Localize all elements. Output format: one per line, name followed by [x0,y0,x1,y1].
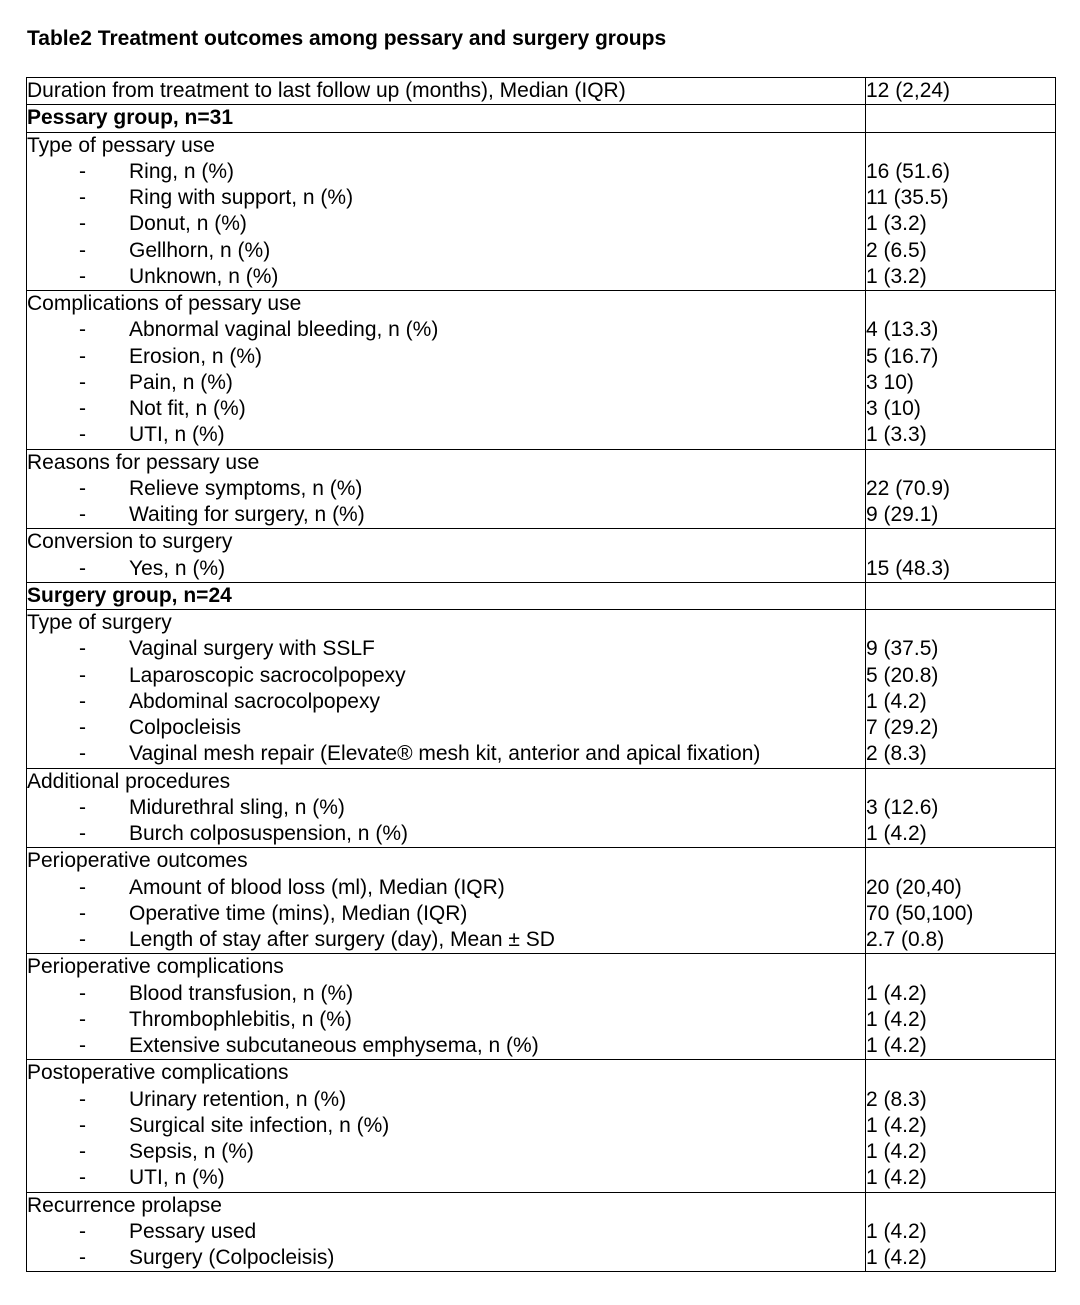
item-label: Laparoscopic sacrocolpopexy [129,663,406,687]
list-item [27,1219,865,1245]
bullet-dash: - [79,689,86,713]
item-value: 4 (13.3) [866,318,939,342]
table-row [27,132,1056,291]
section-header: Reasons for pessary use [27,450,260,474]
item-label: Length of stay after surgery (day), Mean ± SD [129,928,555,951]
item-label: Burch colposuspension, n (%) [129,822,408,845]
list-item [27,185,865,211]
list-item [27,370,865,396]
list-item [27,901,865,927]
list-item [27,502,865,528]
group-header: Surgery group, n=24 [27,583,232,607]
item-value: 9 (37.5) [866,637,939,661]
list-item [27,476,865,502]
list-item [27,636,865,662]
item-value: 2 (6.5) [866,238,927,262]
item-value: 1 (4.2) [866,1140,927,1163]
row-label-cell [27,610,866,769]
list-item [27,1033,865,1059]
group-header: Pessary group, n=31 [27,106,234,130]
list-item [27,556,865,582]
section-header-value [866,291,1055,317]
list-item [27,422,865,448]
item-label: Surgical site infection, n (%) [129,1113,390,1137]
section-header: Postoperative complications [27,1061,289,1085]
table-row [27,582,1056,609]
row-label-cell [27,768,866,848]
row-value-cell [866,768,1056,848]
row-value-cell [866,132,1056,291]
item-label: Waiting for surgery, n (%) [129,503,365,526]
row-label-cell [27,132,866,291]
row-label-cell [27,291,866,450]
bullet-dash: - [79,1140,86,1163]
table-row [27,291,1056,450]
section-header-value [866,583,1055,609]
bullet-dash: - [79,423,86,447]
table-row [27,954,1056,1060]
item-label: Thrombophlebitis, n (%) [129,1007,352,1031]
bullet-dash: - [79,1007,86,1031]
bullet-dash: - [79,318,86,342]
outcomes-table [26,77,1056,1272]
item-value: 3 (12.6) [866,795,939,819]
table-row [27,105,1056,132]
section-header: Additional procedures [27,769,231,793]
row-value-cell [866,449,1056,529]
bullet-dash: - [79,344,86,368]
item-value: 16 (51.6) [866,159,951,183]
row-value-cell [866,582,1056,609]
item-label: Gellhorn, n (%) [129,238,271,262]
section-header: Complications of pessary use [27,292,302,315]
bullet-dash: - [79,663,86,687]
item-value: 3 (10) [866,397,921,420]
bullet-dash: - [79,1219,86,1243]
item-label: Vaginal mesh repair (Elevate® mesh kit, anterior and apical fixation) [129,742,761,766]
section-header-value: 12 (2,24) [866,79,951,102]
list-item [27,1113,865,1139]
item-label: Pessary used [129,1219,257,1243]
item-label: UTI, n (%) [129,423,225,447]
bullet-dash: - [79,476,86,500]
section-header: Perioperative complications [27,955,284,979]
list-item [27,715,865,741]
section-header: Perioperative outcomes [27,849,248,873]
item-value: 11 (35.5) [866,186,949,209]
bullet-dash: - [79,370,86,394]
table-row [27,610,1056,769]
bullet-dash: - [79,397,86,420]
list-item [27,663,865,689]
section-header-value [866,769,1055,795]
bullet-dash: - [79,264,86,288]
list-item [27,1139,865,1165]
section-header-value [866,954,1055,980]
item-label: Blood transfusion, n (%) [129,981,354,1005]
table-title: Table2 Treatment outcomes among pessary and surgery groups [27,27,667,50]
table-row [27,768,1056,848]
item-label: Amount of blood loss (ml), Median (IQR) [129,875,505,899]
bullet-dash: - [79,1246,86,1269]
list-item [27,317,865,343]
bullet-dash: - [79,742,86,766]
item-label: Urinary retention, n (%) [129,1087,347,1111]
bullet-dash: - [79,186,86,209]
item-label: Extensive subcutaneous emphysema, n (%) [129,1034,539,1057]
item-label: Erosion, n (%) [129,344,263,368]
item-label: Not fit, n (%) [129,397,246,420]
section-header: Type of pessary use [27,133,215,157]
item-label: Ring, n (%) [129,159,235,183]
item-label: Surgery (Colpocleisis) [129,1246,335,1269]
item-label: Pain, n (%) [129,370,233,394]
bullet-dash: - [79,1087,86,1111]
section-header: Recurrence prolapse [27,1193,222,1217]
item-value: 3 10) [866,370,914,394]
bullet-dash: - [79,238,86,262]
section-header-value [866,133,1055,159]
list-item [27,795,865,821]
section-header-value [866,848,1055,874]
section-header-value [866,450,1055,476]
item-value: 1 (4.2) [866,1113,927,1137]
item-label: Yes, n (%) [129,556,226,580]
item-value: 15 (48.3) [866,556,951,580]
row-label-cell [27,1060,866,1192]
row-label-cell [27,105,866,132]
list-item [27,211,865,237]
bullet-dash: - [79,1113,86,1137]
list-item [27,344,865,370]
bullet-dash: - [79,928,86,951]
item-value: 70 (50,100) [866,901,974,925]
item-value: 5 (16.7) [866,344,939,368]
row-value-cell [866,954,1056,1060]
row-label-cell [27,78,866,105]
list-item [27,981,865,1007]
item-value: 1 (4.2) [866,1034,927,1057]
item-value: 2 (8.3) [866,742,927,766]
list-item [27,1087,865,1113]
bullet-dash: - [79,212,86,236]
row-label-cell [27,1192,866,1272]
item-value: 1 (4.2) [866,1007,927,1031]
list-item [27,1007,865,1033]
list-item [27,238,865,264]
section-header-value [866,610,1055,636]
list-item [27,927,865,953]
item-value: 1 (3.2) [866,212,927,236]
item-label: Abdominal sacrocolpopexy [129,689,380,713]
item-label: Vaginal surgery with SSLF [129,637,375,661]
section-header-value [866,1060,1055,1086]
item-value: 1 (4.2) [866,689,927,713]
row-value-cell [866,610,1056,769]
bullet-dash: - [79,556,86,580]
outcomes-table-body [27,78,1056,1272]
bullet-dash: - [79,1034,86,1057]
item-value: 1 (4.2) [866,822,927,845]
item-value: 22 (70.9) [866,476,951,500]
item-label: Sepsis, n (%) [129,1140,254,1163]
bullet-dash: - [79,795,86,819]
row-value-cell [866,291,1056,450]
section-header-value [866,529,1055,555]
row-label-cell [27,954,866,1060]
table-row [27,529,1056,583]
list-item [27,689,865,715]
bullet-dash: - [79,981,86,1005]
row-value-cell [866,78,1056,105]
item-value: 9 (29.1) [866,503,939,526]
bullet-dash: - [79,822,86,845]
item-label: Unknown, n (%) [129,264,279,288]
item-value: 1 (4.2) [866,1166,927,1190]
list-item [27,159,865,185]
section-header: Type of surgery [27,611,172,634]
table-row [27,848,1056,954]
row-label-cell [27,529,866,583]
table-row [27,78,1056,105]
row-value-cell [866,1192,1056,1272]
item-value: 20 (20,40) [866,875,962,899]
item-value: 1 (4.2) [866,981,927,1005]
row-label-cell [27,582,866,609]
item-label: Operative time (mins), Median (IQR) [129,901,468,925]
table-row [27,1060,1056,1192]
bullet-dash: - [79,1166,86,1190]
bullet-dash: - [79,901,86,925]
list-item [27,1165,865,1191]
section-header: Conversion to surgery [27,530,233,554]
item-label: Relieve symptoms, n (%) [129,476,363,500]
item-value: 2 (8.3) [866,1087,927,1111]
list-item [27,264,865,290]
item-label: Colpocleisis [129,716,242,739]
item-label: Abnormal vaginal bleeding, n (%) [129,318,439,342]
item-label: Ring with support, n (%) [129,186,354,209]
item-label: UTI, n (%) [129,1166,225,1190]
item-value: 1 (3.2) [866,264,927,288]
section-header-value [866,1193,1055,1219]
row-label-cell [27,449,866,529]
item-value: 5 (20.8) [866,663,939,687]
table-row [27,449,1056,529]
item-label: Donut, n (%) [129,212,247,236]
row-label-cell [27,848,866,954]
bullet-dash: - [79,159,86,183]
bullet-dash: - [79,875,86,899]
table-row [27,1192,1056,1272]
list-item [27,741,865,767]
section-header-value [866,105,1055,131]
item-label: Midurethral sling, n (%) [129,795,345,819]
item-value: 1 (3.3) [866,423,927,447]
item-value: 1 (4.2) [866,1219,927,1243]
list-item [27,396,865,422]
bullet-dash: - [79,637,86,661]
list-item [27,1245,865,1271]
row-value-cell [866,105,1056,132]
bullet-dash: - [79,503,86,526]
bullet-dash: - [79,716,86,739]
list-item [27,875,865,901]
row-value-cell [866,1060,1056,1192]
item-value: 1 (4.2) [866,1246,927,1269]
item-value: 7 (29.2) [866,716,939,739]
list-item [27,821,865,847]
row-value-cell [866,529,1056,583]
row-value-cell [866,848,1056,954]
section-header: Duration from treatment to last follow up (months), Median (IQR) [27,79,626,102]
item-value: 2.7 (0.8) [866,928,945,951]
